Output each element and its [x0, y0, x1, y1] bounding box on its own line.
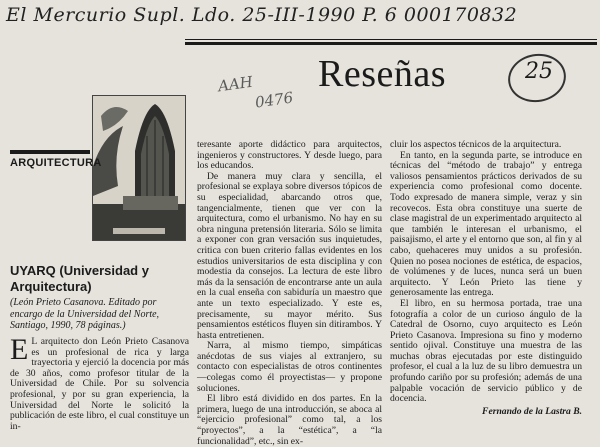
category-rule	[10, 150, 90, 154]
category-label: ARQUITECTURA	[10, 157, 102, 169]
article-column-1	[10, 333, 189, 432]
book-title: UYARQ (Universidad y Arquitectura)	[10, 263, 149, 294]
circled-page-number: 25	[525, 59, 553, 84]
article-column-2	[197, 140, 382, 447]
paragraph: El libro, en su hermosa portada, trae una fotografía a color de un curioso ángulo de la Catedral de Osorno, cuyo arquitecto es León Prieto Casanova. Impresiona su fino y moderno sentido ojival. Constituye una muestra de las muchas obras ejecutadas por este distinguido profesor, el cual a la luz de su libro demuestra un profundo cariño por su profesión; además de una palpable vocación de servicio público y de docencia.	[390, 297, 582, 405]
paragraph: cluir los aspectos técnicos de la arquitectura.	[390, 139, 562, 150]
paragraph: teresante aporte didáctico para arquitectos, ingenieros y constructores. Y desde luego, para los educandos.	[197, 139, 382, 172]
paragraph: En tanto, en la segunda parte, se introduce en técnicas del “método de trabajo” y entrega valiosos pensamientos prácticos derivados de su experiencia como profesional como docente. Todo expresado de manera simple, veraz y sin recovecos. Esta obra constituye una suerte de clase magistral de un experimentado arquitecto al que también le interesan el urbanismo, el paisajismo, el arte y el entorno que son, al fin y al cabo, quehaceres muy unidos a su profesión. Quien no posea nociones de estética, de espacios, de volúmenes y de luces, nunca será un buen arquitecto. Y León Prieto las tiene y generosamente las entrega.	[390, 149, 582, 299]
paragraph: De manera muy clara y sencilla, el profesional se explaya sobre diversos tópicos de su especialidad, abarcando otros que, tangencialmente, tienen que ver con la arquitectura, como el urbanismo. No hay en su obra ninguna pretensión literaria. Sólo se limita a exponer con gran versación sus inquietudes, critica con buen criterio fallas evidentes en los estudios universitarios de esta disciplina y con modestia da consejos. La lectura de este libro más da la sensación de encontrarse ante un aula en la cual enseña con sabiduría un maestro que ante un texto especializado. Y este es, precisamente, su mayor mérito. Sus pensamientos estéticos fluyen sin ditirambos. Y hasta entretienen.	[197, 170, 382, 341]
paragraph: Narra, al mismo tiempo, simpáticas anécdotas de sus viajes al extranjero, su contacto con especialistas de otros continentes —colegas como él proyectistas— y propone soluciones.	[197, 340, 382, 394]
header-rule-thick	[185, 42, 597, 45]
archive-code-line-1: AAH	[216, 72, 254, 96]
article-column-3	[390, 140, 582, 417]
column-1-paragraph	[10, 333, 189, 432]
archive-code-line-2: 0476	[253, 88, 295, 112]
paragraph: El libro está dividido en dos partes. En la primera, luego de una introducción, se aboca al “ejercicio profesional” como tal, a los “proyectos”, a la “estética”, a “la funcionalidad”, etc., sin ex-	[197, 393, 382, 447]
drop-cap: E	[10, 333, 29, 366]
book-reference: (León Prieto Casanova. Editado por encargo de la Universidad del Norte, Santiago, 1990, 78 páginas.)	[10, 297, 160, 331]
handwritten-header: El Mercurio Supl. Ldo. 25-III-1990 P. 6 000170832	[6, 4, 518, 26]
section-title: Reseñas	[318, 53, 447, 95]
column-1-text: L arquitecto don León Prieto Casanova es un profesional de rica y larga trayectoria y ejerció la docencia por más de 30 años, como profesor titular de la Universidad de Chile. Por su solvencia profesional, y por su gran experiencia, la Universidad del Norte le solicitó la publicación de este libro, el cual constituye un in-	[10, 336, 189, 432]
author-signature: Fernando de la Lastra B.	[482, 405, 582, 417]
header-rule-thin	[185, 39, 597, 40]
cathedral-photo	[92, 95, 186, 241]
